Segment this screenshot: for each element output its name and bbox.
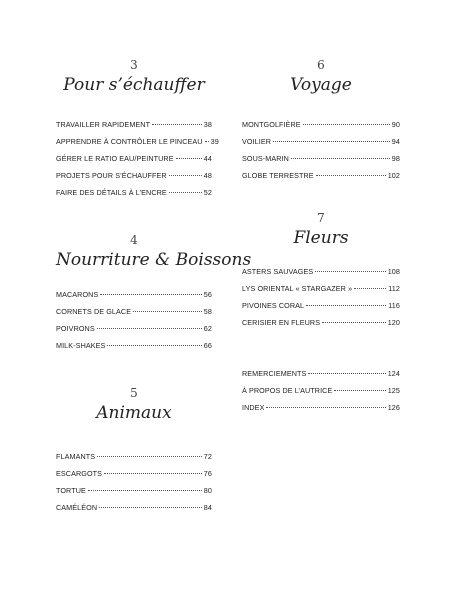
entry-label: VOILIER <box>242 137 272 146</box>
dot-leader <box>100 294 201 295</box>
dot-leader <box>306 305 386 306</box>
toc-entry[interactable] <box>56 448 212 465</box>
entry-page: 58 <box>203 307 212 316</box>
toc-entry[interactable] <box>56 167 212 184</box>
entry-page: 56 <box>203 290 212 299</box>
dot-leader <box>303 124 390 125</box>
toc-entry[interactable] <box>56 116 212 133</box>
toc-entry[interactable] <box>242 382 400 399</box>
dot-leader <box>104 473 202 474</box>
entry-page: 125 <box>387 386 400 395</box>
toc-entry[interactable] <box>242 116 400 133</box>
chapter-section <box>56 233 252 271</box>
chapter-number: 6 <box>317 58 325 72</box>
entry-page: 124 <box>387 369 400 378</box>
chapter-entries <box>242 263 400 331</box>
chapter-number: 5 <box>130 386 138 400</box>
toc-entry[interactable] <box>242 133 400 150</box>
entry-label: TORTUE <box>56 486 86 495</box>
toc-entry[interactable] <box>242 314 400 331</box>
entry-page: 80 <box>203 486 212 495</box>
entry-page: 72 <box>203 452 212 461</box>
toc-entry[interactable] <box>56 320 212 337</box>
dot-leader <box>322 322 386 323</box>
dot-leader <box>169 175 202 176</box>
entry-page: 62 <box>203 324 212 333</box>
entry-page: 48 <box>203 171 212 180</box>
dot-leader <box>107 345 201 346</box>
toc-entry[interactable] <box>56 499 212 516</box>
entry-label: POIVRONS <box>56 324 95 333</box>
entry-label: CERISIER EN FLEURS <box>242 318 321 327</box>
entry-label: PIVOINES CORAL <box>242 301 305 310</box>
chapter-section <box>242 58 400 96</box>
toc-entry[interactable] <box>242 263 400 280</box>
chapter-title: Fleurs <box>293 228 349 248</box>
chapter-number: 4 <box>130 233 138 247</box>
chapter-section <box>56 58 212 96</box>
chapter-title: Pour s’échauffer <box>63 75 205 95</box>
entry-page: 84 <box>203 503 212 512</box>
entry-page: 116 <box>388 301 400 310</box>
entry-label: PROJETS POUR S’ÉCHAUFFER <box>56 171 167 180</box>
entry-label: APPRENDRE À CONTRÔLER LE PINCEAU <box>56 137 203 146</box>
chapter-section <box>56 386 212 424</box>
entry-label: TRAVAILLER RAPIDEMENT <box>56 120 151 129</box>
toc-entry[interactable] <box>242 365 400 382</box>
toc-entry[interactable] <box>242 167 400 184</box>
entry-page: 108 <box>387 267 400 276</box>
dot-leader <box>169 192 202 193</box>
dot-leader <box>99 507 202 508</box>
chapter-entries <box>56 448 212 516</box>
toc-entry[interactable] <box>56 465 212 482</box>
toc-entry[interactable] <box>56 482 212 499</box>
toc-entry[interactable] <box>56 286 212 303</box>
entry-label: REMERCIEMENTS <box>242 369 307 378</box>
toc-entry[interactable] <box>242 150 400 167</box>
entry-page: 52 <box>203 188 212 197</box>
dot-leader <box>176 158 202 159</box>
entry-page: 66 <box>203 341 212 350</box>
dot-leader <box>97 328 202 329</box>
entry-page: 76 <box>203 469 212 478</box>
dot-leader <box>133 311 202 312</box>
toc-entry[interactable] <box>56 133 219 150</box>
toc-left-column <box>56 0 252 600</box>
toc-entry[interactable] <box>56 337 212 354</box>
entry-page: 120 <box>387 318 400 327</box>
entry-label: SOUS-MARIN <box>242 154 289 163</box>
entry-page: 102 <box>387 171 400 180</box>
dot-leader <box>266 407 385 408</box>
entry-label: INDEX <box>242 403 265 412</box>
chapter-number: 3 <box>130 58 138 72</box>
entry-label: ESCARGOTS <box>56 469 103 478</box>
entry-label: FAIRE DES DÉTAILS À L’ENCRE <box>56 188 167 197</box>
toc-entry[interactable] <box>242 280 400 297</box>
entry-label: GÉRER LE RATIO EAU/PEINTURE <box>56 154 174 163</box>
dot-leader <box>308 373 385 374</box>
entry-label: FLAMANTS <box>56 452 96 461</box>
dot-leader <box>88 490 202 491</box>
dot-leader <box>152 124 202 125</box>
dot-leader <box>97 456 202 457</box>
dot-leader <box>315 271 385 272</box>
toc-entry[interactable] <box>56 303 212 320</box>
chapter-title: Nourriture & Boissons <box>56 250 252 270</box>
entry-label: MACARONS <box>56 290 99 299</box>
entry-page: 38 <box>203 120 212 129</box>
chapter-entries <box>56 116 219 201</box>
entry-label: LYS ORIENTAL « STARGAZER » <box>242 284 353 293</box>
entry-page: 112 <box>388 284 400 293</box>
entry-label: CAMÉLÉON <box>56 503 98 512</box>
toc-entry[interactable] <box>56 184 212 201</box>
entry-page: 44 <box>203 154 212 163</box>
toc-entry[interactable] <box>242 399 400 416</box>
entry-label: ASTERS SAUVAGES <box>242 267 314 276</box>
chapter-number: 7 <box>317 211 325 225</box>
entry-label: MONTGOLFIÈRE <box>242 120 301 129</box>
dot-leader <box>354 288 386 289</box>
dot-leader <box>316 175 386 176</box>
entry-label: MILK-SHAKES <box>56 341 106 350</box>
dot-leader <box>273 141 390 142</box>
chapter-section <box>242 211 400 249</box>
entry-label: GLOBE TERRESTRE <box>242 171 314 180</box>
entry-page: 126 <box>387 403 400 412</box>
chapter-entries <box>242 116 400 184</box>
entry-label: À PROPOS DE L’AUTRICE <box>242 386 333 395</box>
toc-entry[interactable] <box>56 150 212 167</box>
chapter-title: Animaux <box>96 403 172 423</box>
entry-page: 94 <box>391 137 400 146</box>
chapter-title: Voyage <box>290 75 352 95</box>
dot-leader <box>205 141 209 142</box>
toc-entry[interactable] <box>242 297 400 314</box>
toc-right-column <box>242 0 400 600</box>
entry-page: 90 <box>391 120 400 129</box>
dot-leader <box>334 390 385 391</box>
entry-page: 39 <box>210 137 219 146</box>
chapter-entries <box>56 286 212 354</box>
entry-page: 98 <box>391 154 400 163</box>
entry-label: CORNETS DE GLACE <box>56 307 132 316</box>
dot-leader <box>291 158 390 159</box>
back-matter-entries <box>242 365 400 416</box>
